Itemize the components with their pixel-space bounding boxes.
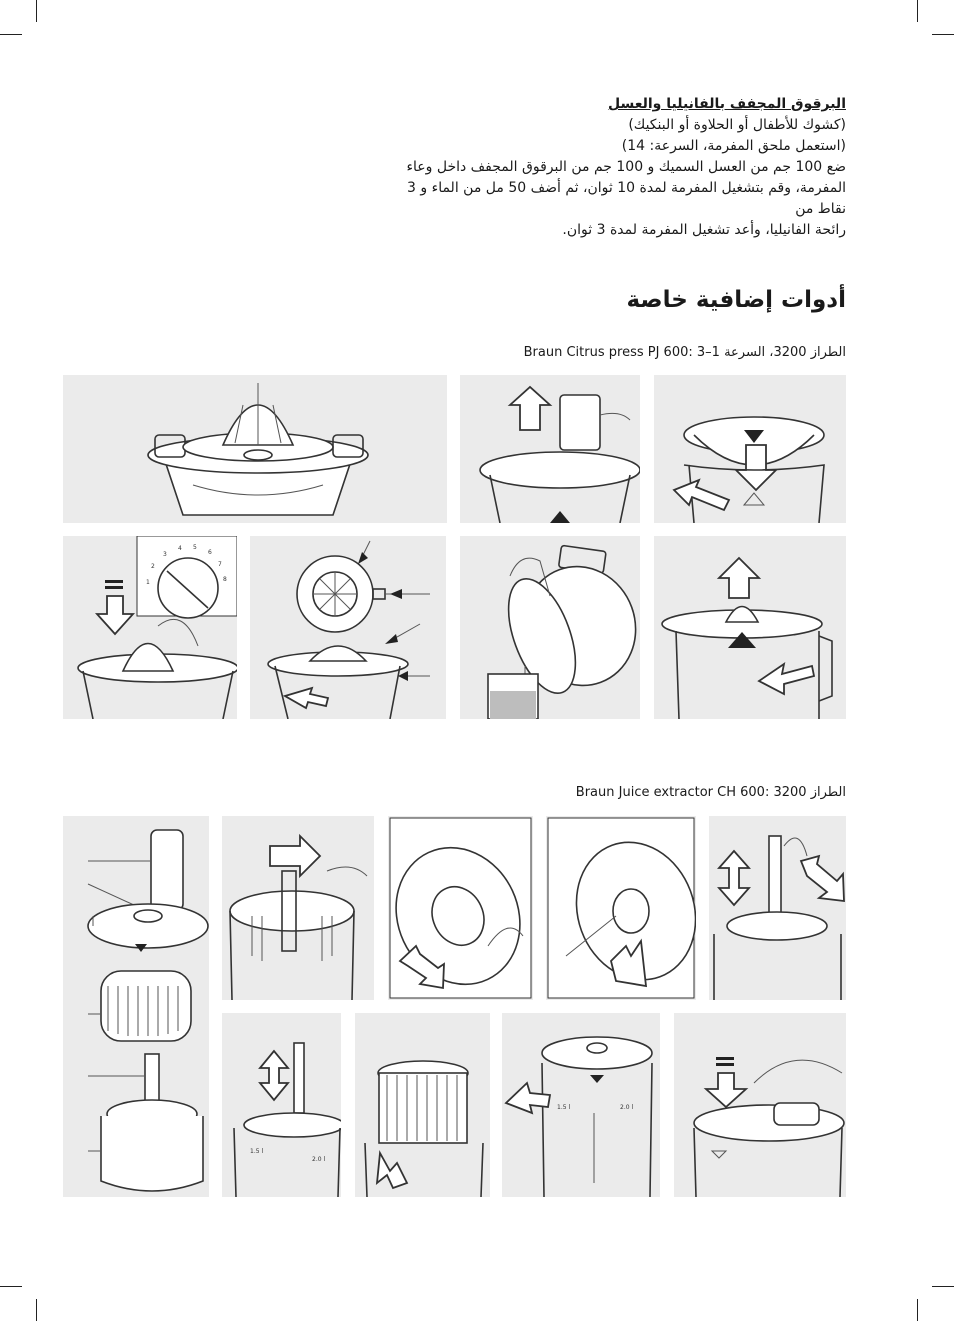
speed-dial-illustration: [63, 536, 237, 719]
recipe-line: المفرمة، وقم بتشغيل المفرمة لمدة 10 ثوان، ثم أضف 50 مل من الماء و 3 نقاط من: [407, 180, 846, 217]
crop-mark: [932, 1286, 954, 1287]
dial-label: 2: [151, 563, 155, 570]
lid-locking-illustration: [502, 1013, 660, 1197]
svg-text:1.5 l: 1.5 l: [250, 1148, 264, 1155]
cone-removal-illustration: [654, 536, 846, 719]
juice-extractor-exploded-illustration: [63, 816, 209, 1197]
filter-insertion-illustration: [222, 816, 374, 1000]
pusher-insertion-illustration: [222, 1013, 341, 1197]
arrow-up-icon: [719, 558, 759, 598]
arrow-updown-icon: [260, 1051, 288, 1100]
juice-caption: Braun Juice extractor CH 600: الطراز 3200: [575, 785, 846, 800]
recipe-title: البرقوق المجفف بالفانيليا والعسل: [607, 96, 846, 112]
arrow-down-icon: [706, 1073, 746, 1107]
arrow-rotate-icon: [285, 688, 328, 708]
basket-removal-illustration: [546, 816, 696, 1000]
svg-text:2.0 l: 2.0 l: [620, 1104, 634, 1111]
crop-mark: [36, 0, 37, 22]
crop-mark: [0, 1286, 22, 1287]
citrus-caption: Braun Citrus press PJ 600: الطراز 3200، السرعة 1–3: [523, 345, 846, 360]
dial-label: 1: [146, 579, 150, 586]
recipe-block: [376, 94, 846, 241]
dial-label: 3: [163, 551, 167, 558]
recipe-line: ضع 100 جم من العسل السميك و 100 جم من البرقوق المجفف داخل وعاء: [406, 159, 846, 175]
dial-label: 5: [193, 544, 197, 551]
lid-pressing-illustration: [674, 1013, 846, 1197]
recipe-line: (كشوك للأطفال أو الحلاوة أو البنكيك): [628, 117, 846, 133]
pusher-rotate-illustration: [709, 816, 846, 1000]
dial-label: 7: [218, 561, 222, 568]
crop-mark: [917, 1299, 918, 1321]
pouring-juice-illustration: [460, 536, 640, 719]
scale-label: [557, 1104, 633, 1111]
svg-text:1.5 l: 1.5 l: [557, 1104, 571, 1111]
crop-mark: [917, 0, 918, 22]
crop-mark: [932, 34, 954, 35]
press-fitting-illustration: [654, 375, 846, 523]
lid-removal-illustration: [460, 375, 640, 523]
arrow-rotate-icon: [377, 1153, 407, 1188]
basket-fitting-illustration: [355, 1013, 490, 1197]
arrow-up-icon: [510, 387, 550, 430]
crop-mark: [0, 34, 22, 35]
dial-label: 8: [223, 576, 227, 583]
arrow-rotate-icon: [759, 664, 814, 694]
svg-text:2.0 l: 2.0 l: [312, 1156, 326, 1163]
citrus-press-assembled-illustration: [63, 375, 447, 523]
filter-cleaning-illustration: [388, 816, 533, 1000]
dial-label: 4: [178, 545, 182, 552]
arrow-down-icon: [97, 596, 133, 634]
recipe-line: (استعمل ملحق المفرمة، السرعة: 14): [621, 138, 846, 154]
arrow-rotate-icon: [674, 480, 729, 510]
arrow-right-icon: [270, 836, 320, 876]
section-title: أدوات إضافية خاصة: [626, 287, 846, 313]
arrow-rotate-icon: [801, 856, 844, 901]
scale-label: [250, 1148, 325, 1163]
arrow-updown-icon: [719, 851, 749, 905]
recipe-line: رائحة الفانيليا، وأعد تشغيل المفرمة لمدة 3 ثوان.: [562, 222, 846, 238]
crop-mark: [36, 1299, 37, 1321]
dial-label: 6: [208, 549, 212, 556]
press-parts-illustration: [250, 536, 446, 719]
